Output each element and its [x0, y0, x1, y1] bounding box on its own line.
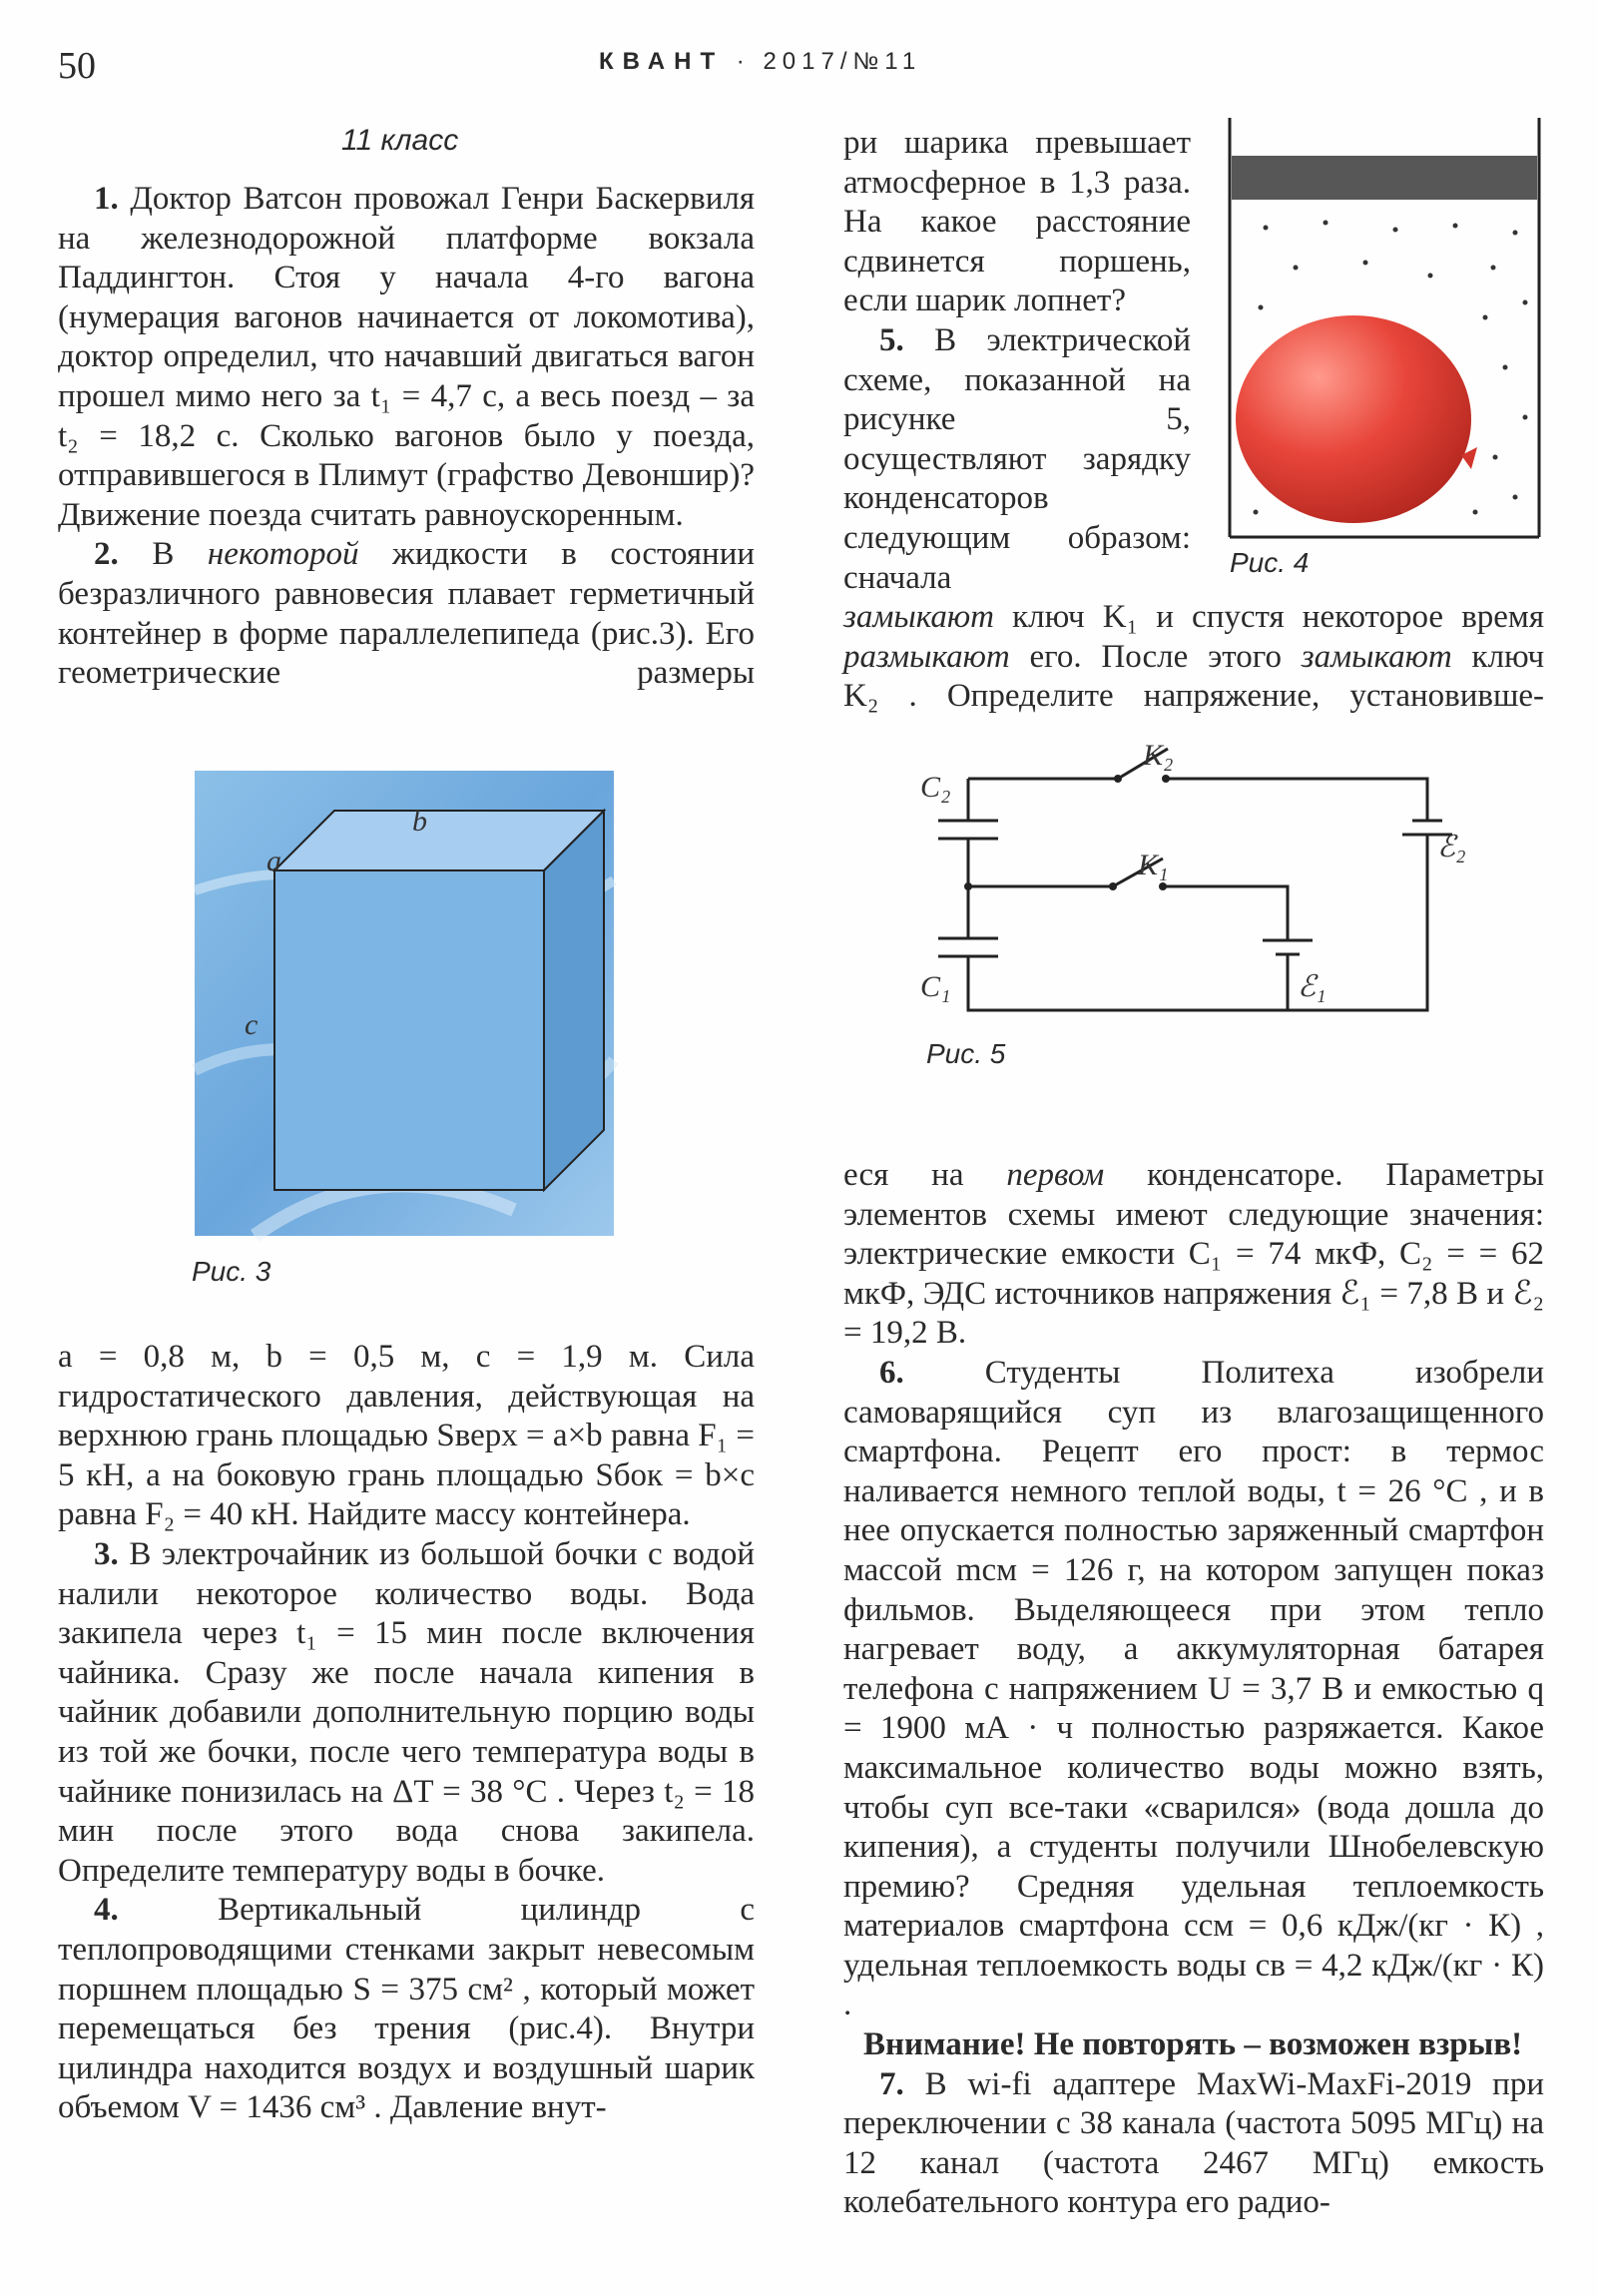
capacitor-C2 — [938, 821, 998, 839]
fig4-caption: Рис. 4 — [1230, 547, 1310, 578]
label-C1: C₁ — [920, 970, 951, 1003]
problem-1: 1. Доктор Ватсон провожал Генри Баскервиля на железнодорожной платформе вокзала Паддингтон. Стоя у начала 4-го вагона (нумерация вагонов начинается от локомотива), доктор определил, что начавший двигаться вагон прошел мимо него за t₁ = 4,7 с, а весь поезд – за t₂ = 18,2 с. Сколько вагонов было у поезда, отправившегося в Плимут (графство Девоншир)? Движение поезда считать равноускоренным. — [58, 181, 755, 533]
problem-5-continued: еся на первом конденсаторе. Параметры элементов схемы имеют следующие значения: электрические емкости C₁ = 74 мкФ, C₂ = = 62 мкФ, ЭДС источников напряжения ℰ₁ = 7,8 В и ℰ₂ = 19,2 В. — [843, 1157, 1545, 1352]
right-column-top — [843, 124, 1191, 598]
box-right-face — [544, 811, 604, 1190]
left-column-bottom — [58, 1338, 755, 2128]
label-b: b — [412, 805, 427, 838]
page-number: 50 — [58, 45, 96, 87]
label-K1: K₁ — [1138, 849, 1169, 881]
label-a: a — [266, 845, 281, 877]
left-column-top — [58, 180, 755, 694]
problem-3: 3. В электрочайник из большой бочки с водой налили некоторое количество воды. Вода закипела через t₁ = 15 мин после включения чайника. Сразу же после начала кипения в чайник добавили дополнительную порцию воды из той же бочки, после чего температура воды в чайнике понизилась на ΔT = 38 °C . Через t₂ = 18 мин после этого вода снова закипела. Определите температуру воды в бочке. — [58, 1535, 756, 1889]
label-C2: C₂ — [920, 771, 951, 804]
label-K2: K₂ — [1143, 739, 1174, 772]
fig3-caption: Рис. 3 — [192, 1256, 271, 1287]
box-front-face — [274, 870, 544, 1190]
problem-5: 5. В электрической схеме, показанной на рисунке 5, осуществляют зарядку конденсаторов следующим образом: сначала — [843, 321, 1191, 596]
piston — [1232, 156, 1537, 200]
running-header — [599, 48, 921, 76]
problem-2: 2. В некоторой жидкости в состоянии безразличного равновесия плавает герметичный контейнер в форме параллелепипеда (рис.3). Его геометрические размеры — [58, 536, 756, 692]
right-column-mid: замыкают ключ K₁ и спустя некоторое время размыкают его. После этого замыкают ключ K₂ . Определите напряжение, установивше- — [843, 599, 1545, 715]
journal-title: КВАНТ — [599, 48, 725, 75]
balloon — [1236, 315, 1471, 523]
problem-2-continued: a = 0,8 м, b = 0,5 м, c = 1,9 м. Сила гидростатического давления, действующая на верхнюю грань площадью Sверх = a×b равна F₁ = 5 кН, а на боковую грань площадью Sбок = b×c равна F₂ = 40 кН. Найдите массу контейнера. — [58, 1339, 755, 1533]
label-c: c — [245, 1008, 259, 1041]
issue-number: 2017/№11 — [763, 48, 922, 75]
right-column-bottom — [843, 1156, 1544, 2223]
grade-heading: 11 класс — [341, 124, 459, 157]
warning: Внимание! Не повторять – возможен взрыв! — [863, 2026, 1523, 2063]
header-separator: · — [736, 48, 751, 75]
capacitor-C1 — [938, 938, 998, 956]
label-E2: ℰ₂ — [1437, 831, 1466, 863]
figure-4-cylinder — [1226, 118, 1545, 547]
problem-7: 7. В wi-fi адаптере MaxWi-MaxFi-2019 при переключении с 38 канала (частота 5095 МГц) на 12 канал (частота 2467 МГц) емкость колебательного контура его радио- — [843, 2065, 1544, 2221]
figure-3-container-box — [195, 771, 614, 1236]
problem-4-continued: ри шарика превышает атмосферное в 1,3 раза. На какое расстояние сдвинется поршень, если шарик лопнет? — [843, 125, 1191, 319]
figure-5-circuit — [908, 739, 1467, 1038]
problem-4: 4. Вертикальный цилиндр с теплопроводящими стенками закрыт невесомым поршнем площадью S = 375 см² , который может перемещаться без трения (рис.4). Внутри цилиндра находится воздух и воздушный шарик объемом V = 1436 см³ . Давление внут- — [58, 1892, 755, 2126]
problem-6: 6. Студенты Политеха изобрели самоварящийся суп из влагозащищенного смартфона. Рецепт его прост: в термос наливается немного теплой воды, t = 26 °C , и в нее опускается полностью заряженный смартфон массой mсм = 126 г, на котором запущен показ фильмов. Выделяющееся при этом тепло нагревает воду, а аккумуляторная батарея телефона с напряжением U = 3,7 В и емкостью q = 1900 мА · ч полностью разряжается. Какое максимальное количество воды можно взять, чтобы суп все-таки «сварился» (вода дошла до кипения), а студенты получили Шнобелевскую премию? Средняя удельная теплоемкость материалов смартфона cсм = 0,6 кДж/(кг · К) , удельная теплоемкость воды cв = 4,2 кДж/(кг · К) . — [843, 1354, 1544, 2023]
fig5-caption: Рис. 5 — [926, 1038, 1006, 1069]
label-E1: ℰ₁ — [1298, 970, 1327, 1003]
